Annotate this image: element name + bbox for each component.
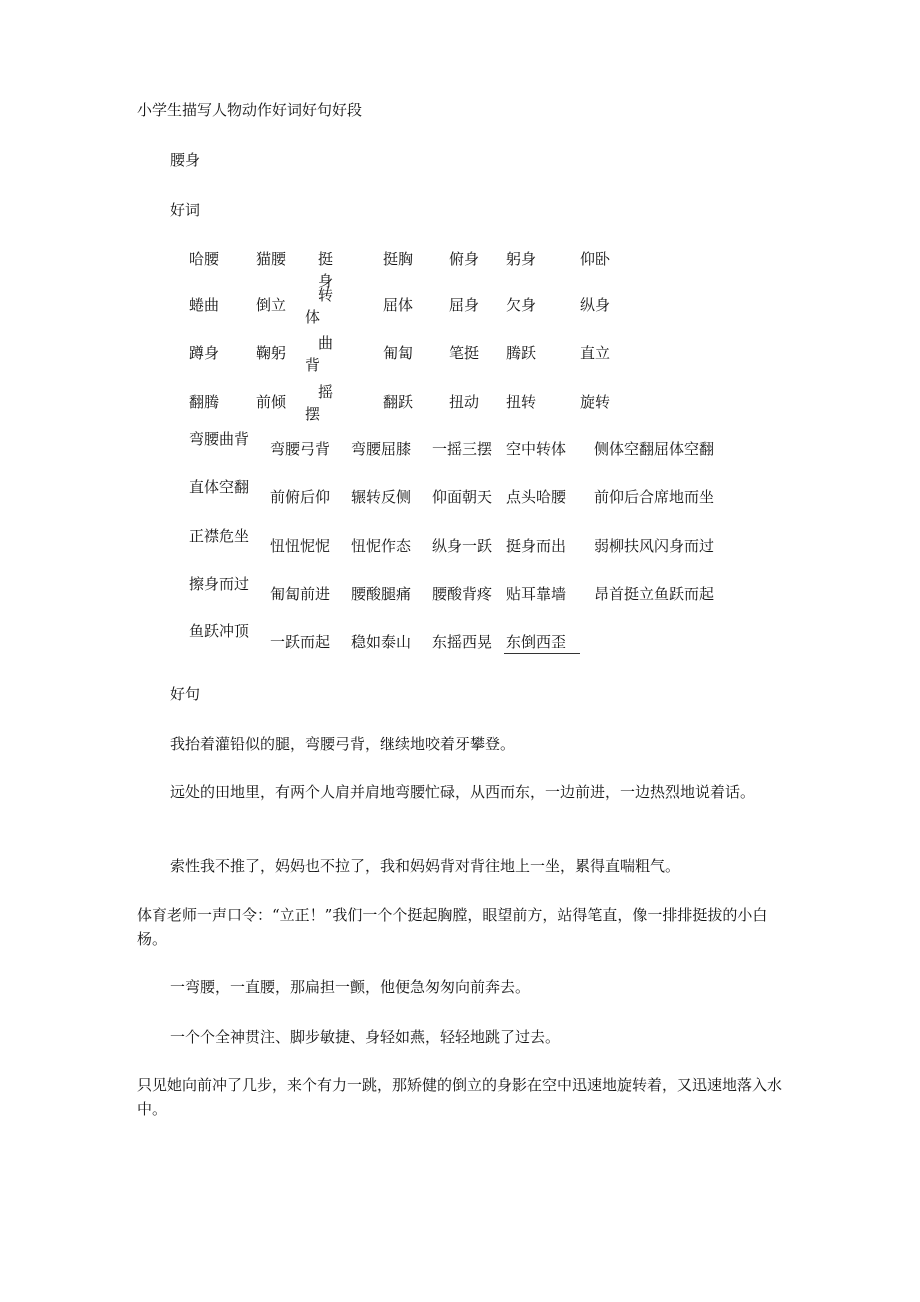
word-cell: 仰卧: [580, 250, 611, 268]
sentence: 远处的田地里，有两个人肩并肩地弯腰忙碌，从西而东，一边前进，一边热烈地说着话。: [170, 783, 756, 801]
word-cell: 仰面朝天: [432, 488, 493, 506]
word-cell: 腰酸腿痛: [351, 585, 412, 603]
word-cell: 匍匐前进: [270, 585, 331, 603]
word-cell: 翻腾: [189, 393, 220, 411]
sentence: 一弯腰，一直腰，那扁担一颤，他便急匆匆向前奔去。: [170, 978, 531, 996]
word-cell: 空中转体: [506, 440, 567, 458]
word-cell: 弯腰曲背: [189, 430, 250, 448]
section-heading: 腰身: [170, 151, 201, 169]
page-title: 小学生描写人物动作好词好句好段: [137, 101, 363, 119]
word-cell: 躬身: [506, 250, 537, 268]
word-cell: 正襟危坐: [189, 527, 250, 545]
word-cell: 侧体空翻屈体空翻: [594, 440, 715, 458]
word-cell: 挺胸: [383, 250, 414, 268]
word-cell: 笔挺: [449, 344, 480, 362]
word-cell: 擦身而过: [189, 575, 250, 593]
word-cell: 一摇三摆: [432, 440, 493, 458]
sentences-heading: 好句: [170, 685, 201, 703]
word-cell: 曲背: [305, 334, 334, 374]
word-cell: 前俯后仰: [270, 488, 331, 506]
word-cell: 忸忸怩怩: [270, 537, 331, 555]
word-cell: 屈身: [449, 296, 480, 314]
word-cell: 鱼跃冲顶: [189, 622, 250, 640]
word-cell: 忸怩作态: [351, 537, 412, 555]
words-heading: 好词: [170, 201, 201, 219]
word-cell: 直立: [580, 344, 611, 362]
word-cell: 稳如泰山: [351, 633, 412, 651]
sentence: 我抬着灌铅似的腿，弯腰弓背，继续地咬着牙攀登。: [170, 735, 516, 753]
word-cell: 前倾: [256, 393, 287, 411]
word-cell: 蹲身: [189, 344, 220, 362]
word-cell: 昂首挺立鱼跃而起: [594, 585, 715, 603]
word-cell: 腾跃: [506, 344, 537, 362]
word-cell: 纵身一跃: [432, 537, 493, 555]
word-cell: 辗转反侧: [351, 488, 412, 506]
word-cell: 东倒西歪: [504, 631, 580, 654]
sentence: 一个个全神贯注、脚步敏捷、身轻如燕，轻轻地跳了过去。: [170, 1028, 561, 1046]
word-cell: 一跃而起: [270, 633, 331, 651]
word-cell: 纵身: [580, 296, 611, 314]
word-cell: 贴耳靠墙: [506, 585, 567, 603]
word-cell: 直体空翻: [189, 478, 250, 496]
sentence: 只见她向前冲了几步，来个有力一跳，那矫健的倒立的身影在空中迅速地旋转着，又迅速地落入水中。: [137, 1076, 783, 1118]
word-cell: 哈腰: [189, 250, 220, 268]
word-cell: 翻跃: [383, 393, 414, 411]
word-cell: 俯身: [449, 250, 480, 268]
sentence: 体育老师一声口令：“立正！”我们一个个挺起胸膛，眼望前方，站得笔直，像一排排挺拔的小白杨。: [137, 906, 768, 948]
word-cell: 倒立: [256, 296, 287, 314]
word-cell: 前仰后合席地而坐: [594, 488, 715, 506]
word-cell: 蜷曲: [189, 296, 220, 314]
word-cell: 摇摆: [305, 383, 334, 423]
word-cell: 欠身: [506, 296, 537, 314]
word-cell: 扭动: [449, 393, 480, 411]
word-cell: 挺身而出: [506, 537, 567, 555]
word-cell: 旋转: [580, 393, 611, 411]
word-cell: 匍匐: [383, 344, 414, 362]
word-cell: 屈体: [383, 296, 414, 314]
word-cell: 猫腰: [256, 250, 287, 268]
sentence: 索性我不推了，妈妈也不拉了，我和妈妈背对背往地上一坐，累得直喘粗气。: [170, 857, 681, 875]
word-cell: 弯腰屈膝: [351, 440, 412, 458]
word-cell: 东摇西晃: [432, 633, 493, 651]
word-cell: 点头哈腰: [506, 488, 567, 506]
word-cell: 扭转: [506, 393, 537, 411]
word-cell: 转体: [305, 286, 334, 326]
word-cell: 挺身: [318, 250, 334, 290]
word-cell: 腰酸背疼: [432, 585, 493, 603]
word-cell: 鞠躬: [256, 344, 287, 362]
word-cell: 弱柳扶风闪身而过: [594, 537, 715, 555]
word-cell: 弯腰弓背: [270, 440, 331, 458]
